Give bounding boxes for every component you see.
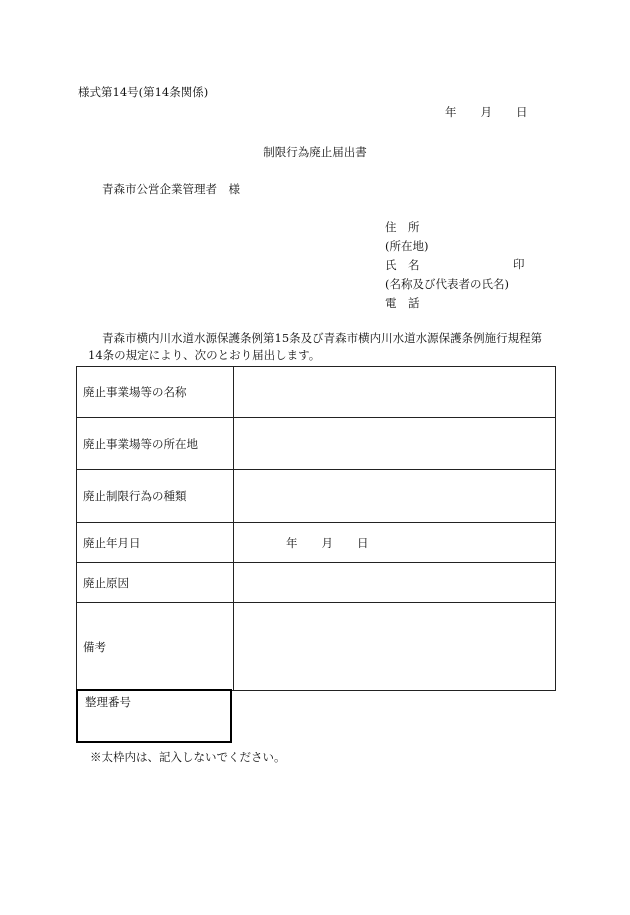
table-row (77, 418, 556, 470)
abolition-month-label: 月 (321, 535, 333, 550)
name-label: 氏 名 (385, 258, 420, 272)
applicant-block (385, 218, 509, 313)
activity-type-field[interactable] (234, 470, 556, 523)
footnote: ※太枠内は、記入しないでください。 (90, 750, 286, 764)
activity-type-label: 廃止制限行為の種類 (77, 470, 234, 523)
table-row (77, 563, 556, 603)
date-year-label: 年 (445, 105, 457, 119)
table-row (77, 603, 556, 691)
reference-number-label: 整理番号 (85, 695, 131, 709)
reference-number-box (76, 689, 232, 743)
address-label: 住 所 (385, 220, 420, 234)
table-row (77, 523, 556, 563)
remarks-field[interactable] (234, 603, 556, 691)
facility-location-field[interactable] (234, 418, 556, 470)
table-row (77, 470, 556, 523)
facility-name-label: 廃止事業場等の名称 (77, 367, 234, 418)
reason-label: 廃止原因 (77, 563, 234, 603)
remarks-label: 備考 (77, 603, 234, 691)
submission-date (445, 104, 528, 120)
seal-label: 印 (513, 257, 525, 271)
facility-name-field[interactable] (234, 367, 556, 418)
addressee: 青森市公営企業管理者 様 (102, 182, 240, 196)
document-title: 制限行為廃止届出書 (263, 145, 367, 159)
table-row (77, 367, 556, 418)
date-day-label: 日 (516, 105, 528, 119)
form-number: 様式第14号(第14条関係) (78, 85, 209, 99)
location-label: (所在地) (385, 239, 429, 253)
notification-table (76, 366, 556, 691)
date-month-label: 月 (480, 105, 492, 119)
abolition-date-label: 廃止年月日 (77, 523, 234, 563)
phone-label: 電 話 (385, 296, 420, 310)
abolition-day-label: 日 (357, 535, 369, 550)
body-text: 青森市横内川水道水源保護条例第15条及び青森市横内川水道水源保護条例施行規程第14条の規定により、次のとおり届出します。 (88, 331, 543, 362)
reason-field[interactable] (234, 563, 556, 603)
abolition-year-label: 年 (286, 535, 298, 550)
abolition-date-field[interactable] (234, 523, 556, 563)
facility-location-label: 廃止事業場等の所在地 (77, 418, 234, 470)
name-note: (名称及び代表者の氏名) (385, 277, 509, 291)
